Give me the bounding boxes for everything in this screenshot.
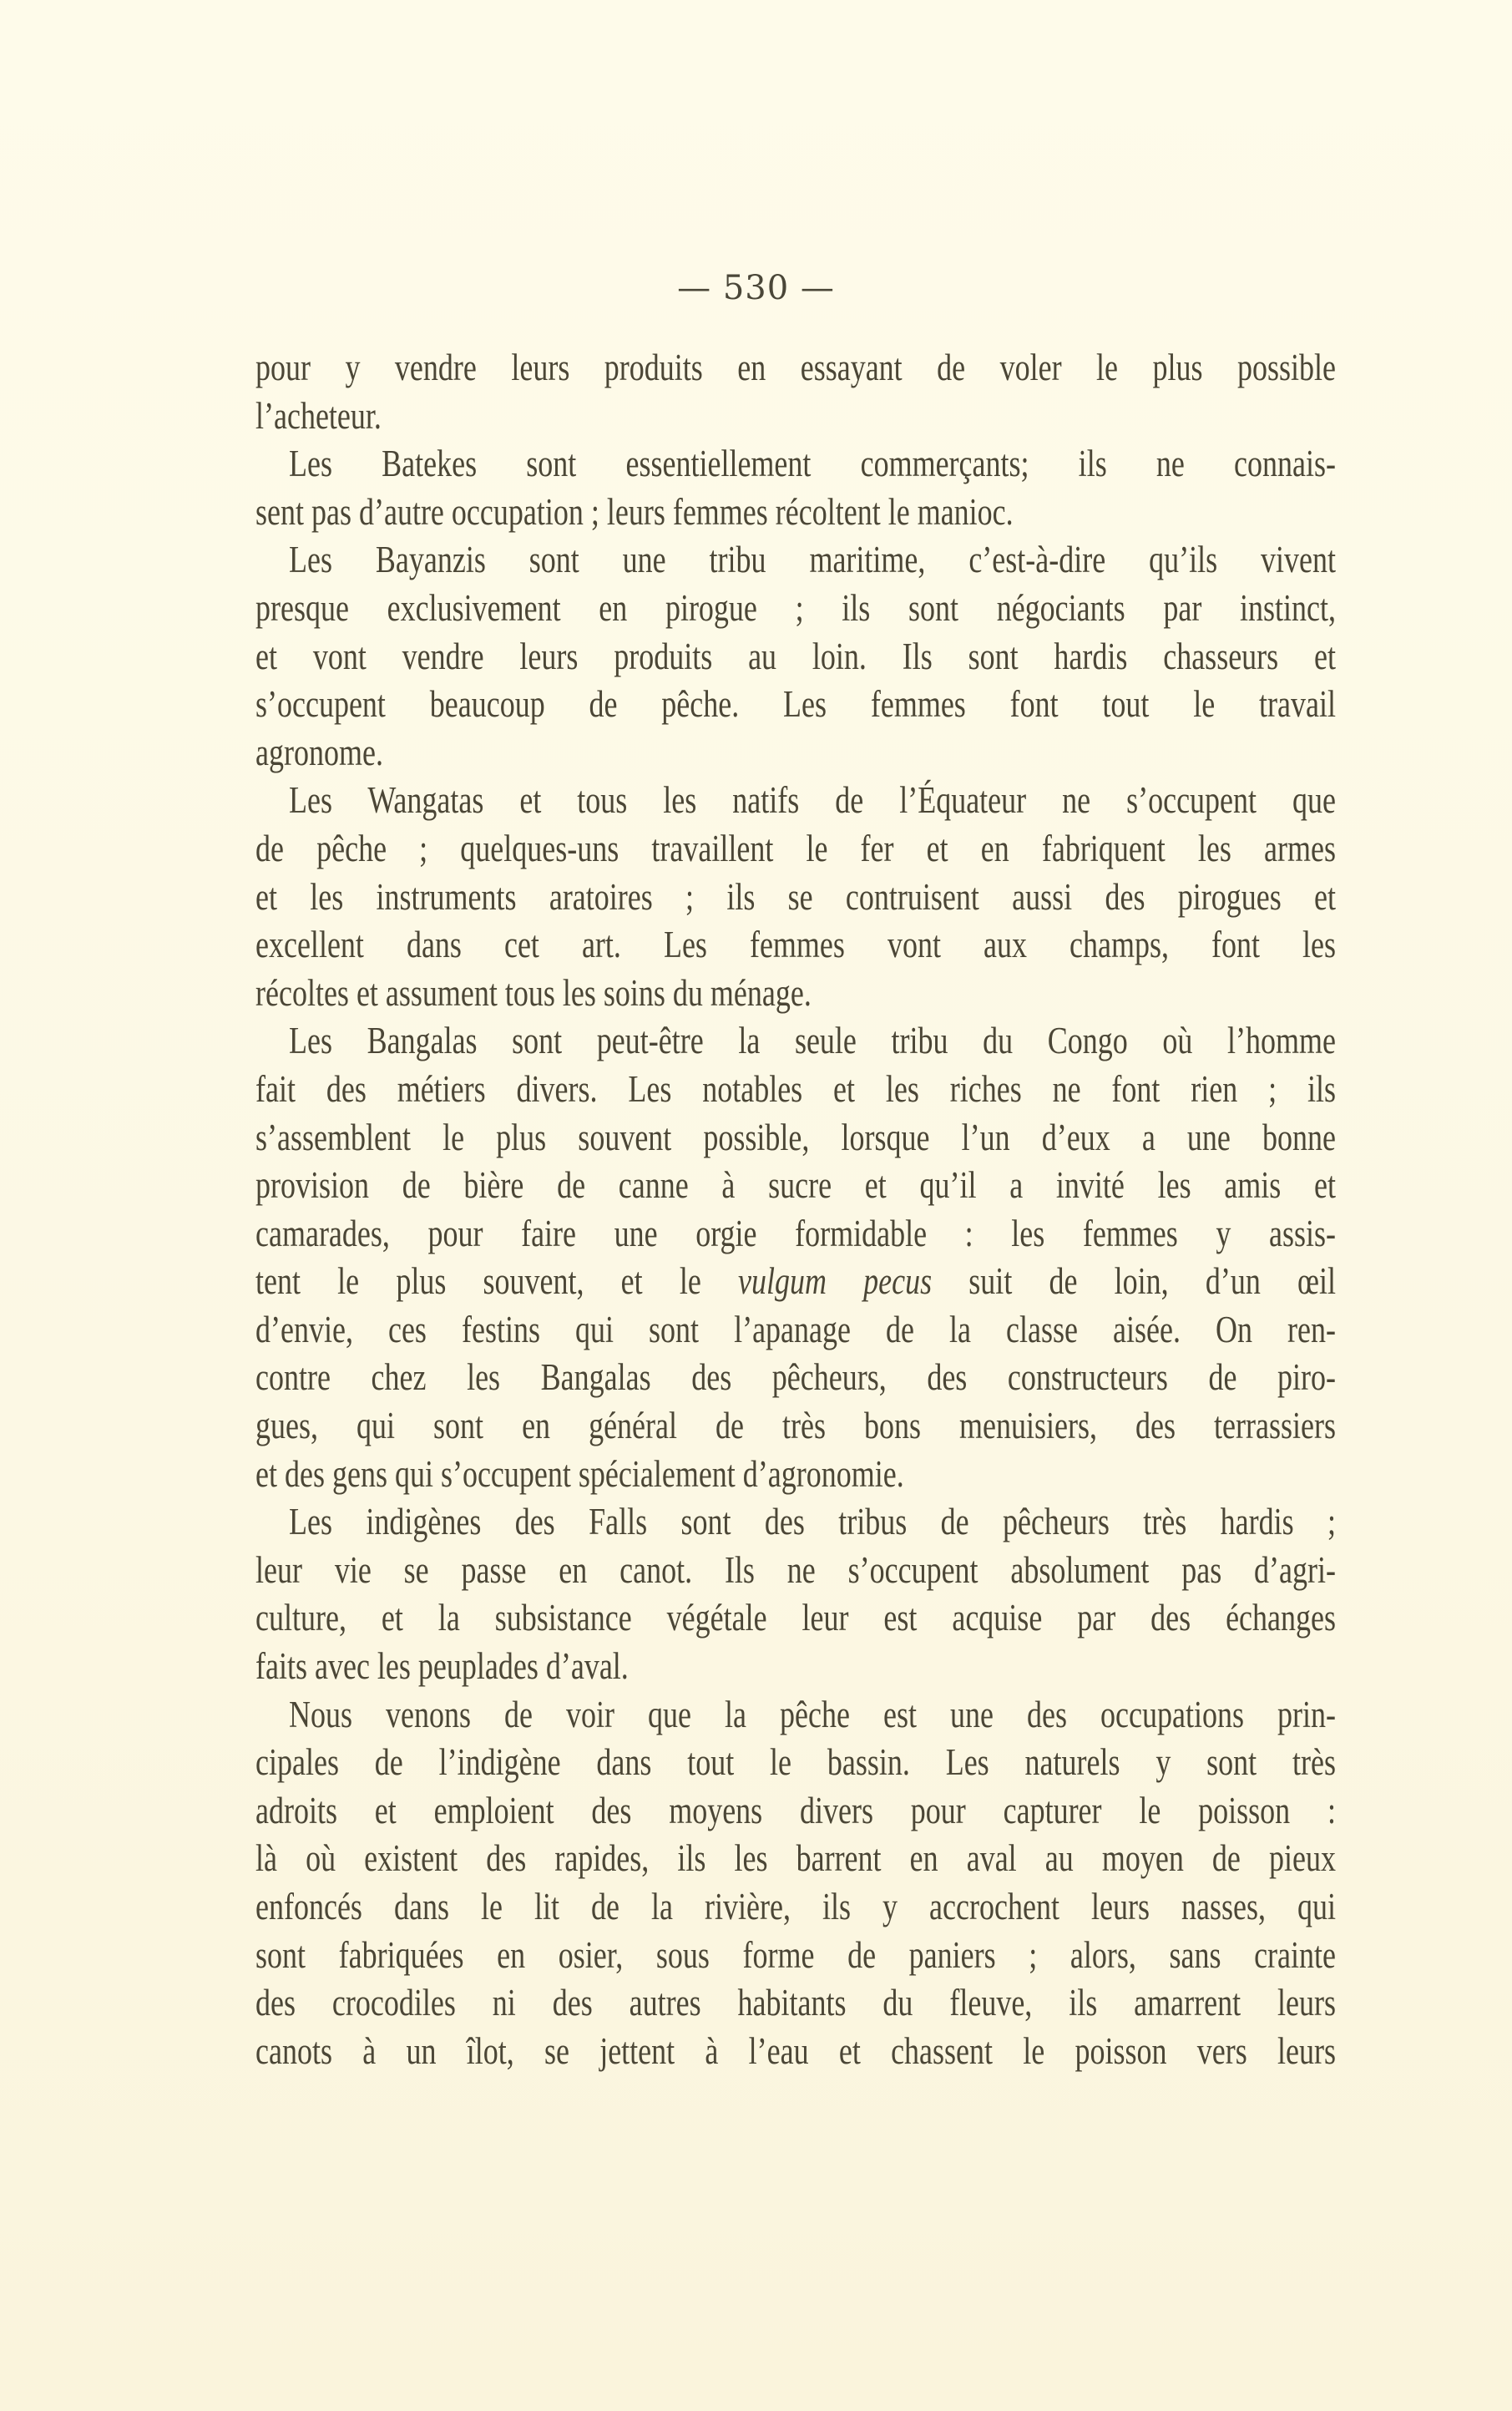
paragraph-falls xyxy=(255,1498,1336,1690)
text-line: Les Wangatas et tous les natifs de l’Équateur ne s’occupent que xyxy=(289,779,1336,822)
text-line: et les instruments aratoires ; ils se contruisent aussi des pirogues et xyxy=(255,875,1336,918)
body-text xyxy=(255,344,1336,2075)
text-line: Les Batekes sont essentiellement commerçants; ils ne connais- xyxy=(289,443,1336,485)
text-line: sent pas d’autre occupation ; leurs femmes récoltent le manioc. xyxy=(255,490,1014,533)
paragraph-peche xyxy=(255,1691,1336,2076)
text-line: Les Bayanzis sont une tribu maritime, c’est-à-dire qu’ils vivent xyxy=(289,539,1336,581)
text-line: adroits et emploient des moyens divers pour capturer le poisson : xyxy=(255,1789,1336,1831)
text-line: et des gens qui s’occupent spécialement d’agronomie. xyxy=(255,1452,904,1495)
text-line: fait des métiers divers. Les notables et les riches ne font rien ; ils xyxy=(255,1067,1336,1110)
text-segment: suit de loin, d’un œil xyxy=(932,1260,1336,1303)
paragraph-bayanzis xyxy=(255,536,1336,777)
paragraph-bangalas xyxy=(255,1017,1336,1498)
text-line: Les Bangalas sont peut-être la seule tribu du Congo où l’homme xyxy=(289,1020,1336,1062)
text-line: cipales de l’indigène dans tout le bassin. Les naturels y sont très xyxy=(255,1741,1336,1784)
text-line: presque exclusivement en pirogue ; ils sont négociants par instinct, xyxy=(255,586,1336,629)
text-line: de pêche ; quelques-uns travaillent le fer et en fabriquent les armes xyxy=(255,827,1336,869)
text-line-with-italic xyxy=(255,1258,1336,1306)
italic-latin-phrase: vulgum pecus xyxy=(738,1260,933,1303)
text-line: pour y vendre leurs produits en essayant de voler le plus possible xyxy=(255,347,1336,388)
text-line: d’envie, ces festins qui sont l’apanage de la classe aisée. On ren- xyxy=(255,1308,1336,1350)
text-line: leur vie se passe en canot. Ils ne s’occupent absolument pas d’agri- xyxy=(255,1548,1336,1591)
text-line: des crocodiles ni des autres habitants du fleuve, ils amarrent leurs xyxy=(255,1982,1336,2024)
text-line: contre chez les Bangalas des pêcheurs, des constructeurs de piro- xyxy=(255,1356,1336,1399)
text-line: gues, qui sont en général de très bons menuisiers, des terrassiers xyxy=(255,1405,1336,1447)
text-line: s’assemblent le plus souvent possible, lorsque l’un d’eux a une bonne xyxy=(255,1116,1336,1158)
text-line: s’occupent beaucoup de pêche. Les femmes font tout le travail xyxy=(255,683,1336,726)
page-number: — 530 — xyxy=(677,269,835,307)
text-line: Nous venons de voir que la pêche est une des occupations prin- xyxy=(289,1693,1336,1735)
text-line: excellent dans cet art. Les femmes vont aux champs, font les xyxy=(255,924,1336,966)
text-line: sont fabriquées en osier, sous forme de paniers ; alors, sans crainte xyxy=(255,1933,1336,1976)
paragraph-wangatas xyxy=(255,777,1336,1017)
text-line: camarades, pour faire une orgie formidable : les femmes y assis- xyxy=(255,1212,1336,1254)
text-line: récoltes et assument tous les soins du ménage. xyxy=(255,971,812,1014)
text-segment: tent le plus souvent, et le xyxy=(255,1260,738,1303)
text-line: enfoncés dans le lit de la rivière, ils y accrochent leurs nasses, qui xyxy=(255,1886,1336,1927)
text-line: faits avec les peuplades d’aval. xyxy=(255,1645,629,1688)
paragraph-continuation xyxy=(255,344,1336,440)
text-line: culture, et la subsistance végétale leur est acquise par des échanges xyxy=(255,1597,1336,1639)
paragraph-batekes xyxy=(255,440,1336,536)
text-line: et vont vendre leurs produits au loin. Ils sont hardis chasseurs et xyxy=(255,635,1336,677)
text-line: provision de bière de canne à sucre et qu’il a invité les amis et xyxy=(255,1164,1336,1207)
text-line: canots à un îlot, se jettent à l’eau et chassent le poisson vers leurs xyxy=(255,2029,1336,2072)
text-line: Les indigènes des Falls sont des tribus de pêcheurs très hardis ; xyxy=(289,1501,1336,1543)
text-line: là où existent des rapides, ils les barrent en aval au moyen de pieux xyxy=(255,1837,1336,1880)
text-line: l’acheteur. xyxy=(255,394,382,437)
text-line: agronome. xyxy=(255,731,383,773)
